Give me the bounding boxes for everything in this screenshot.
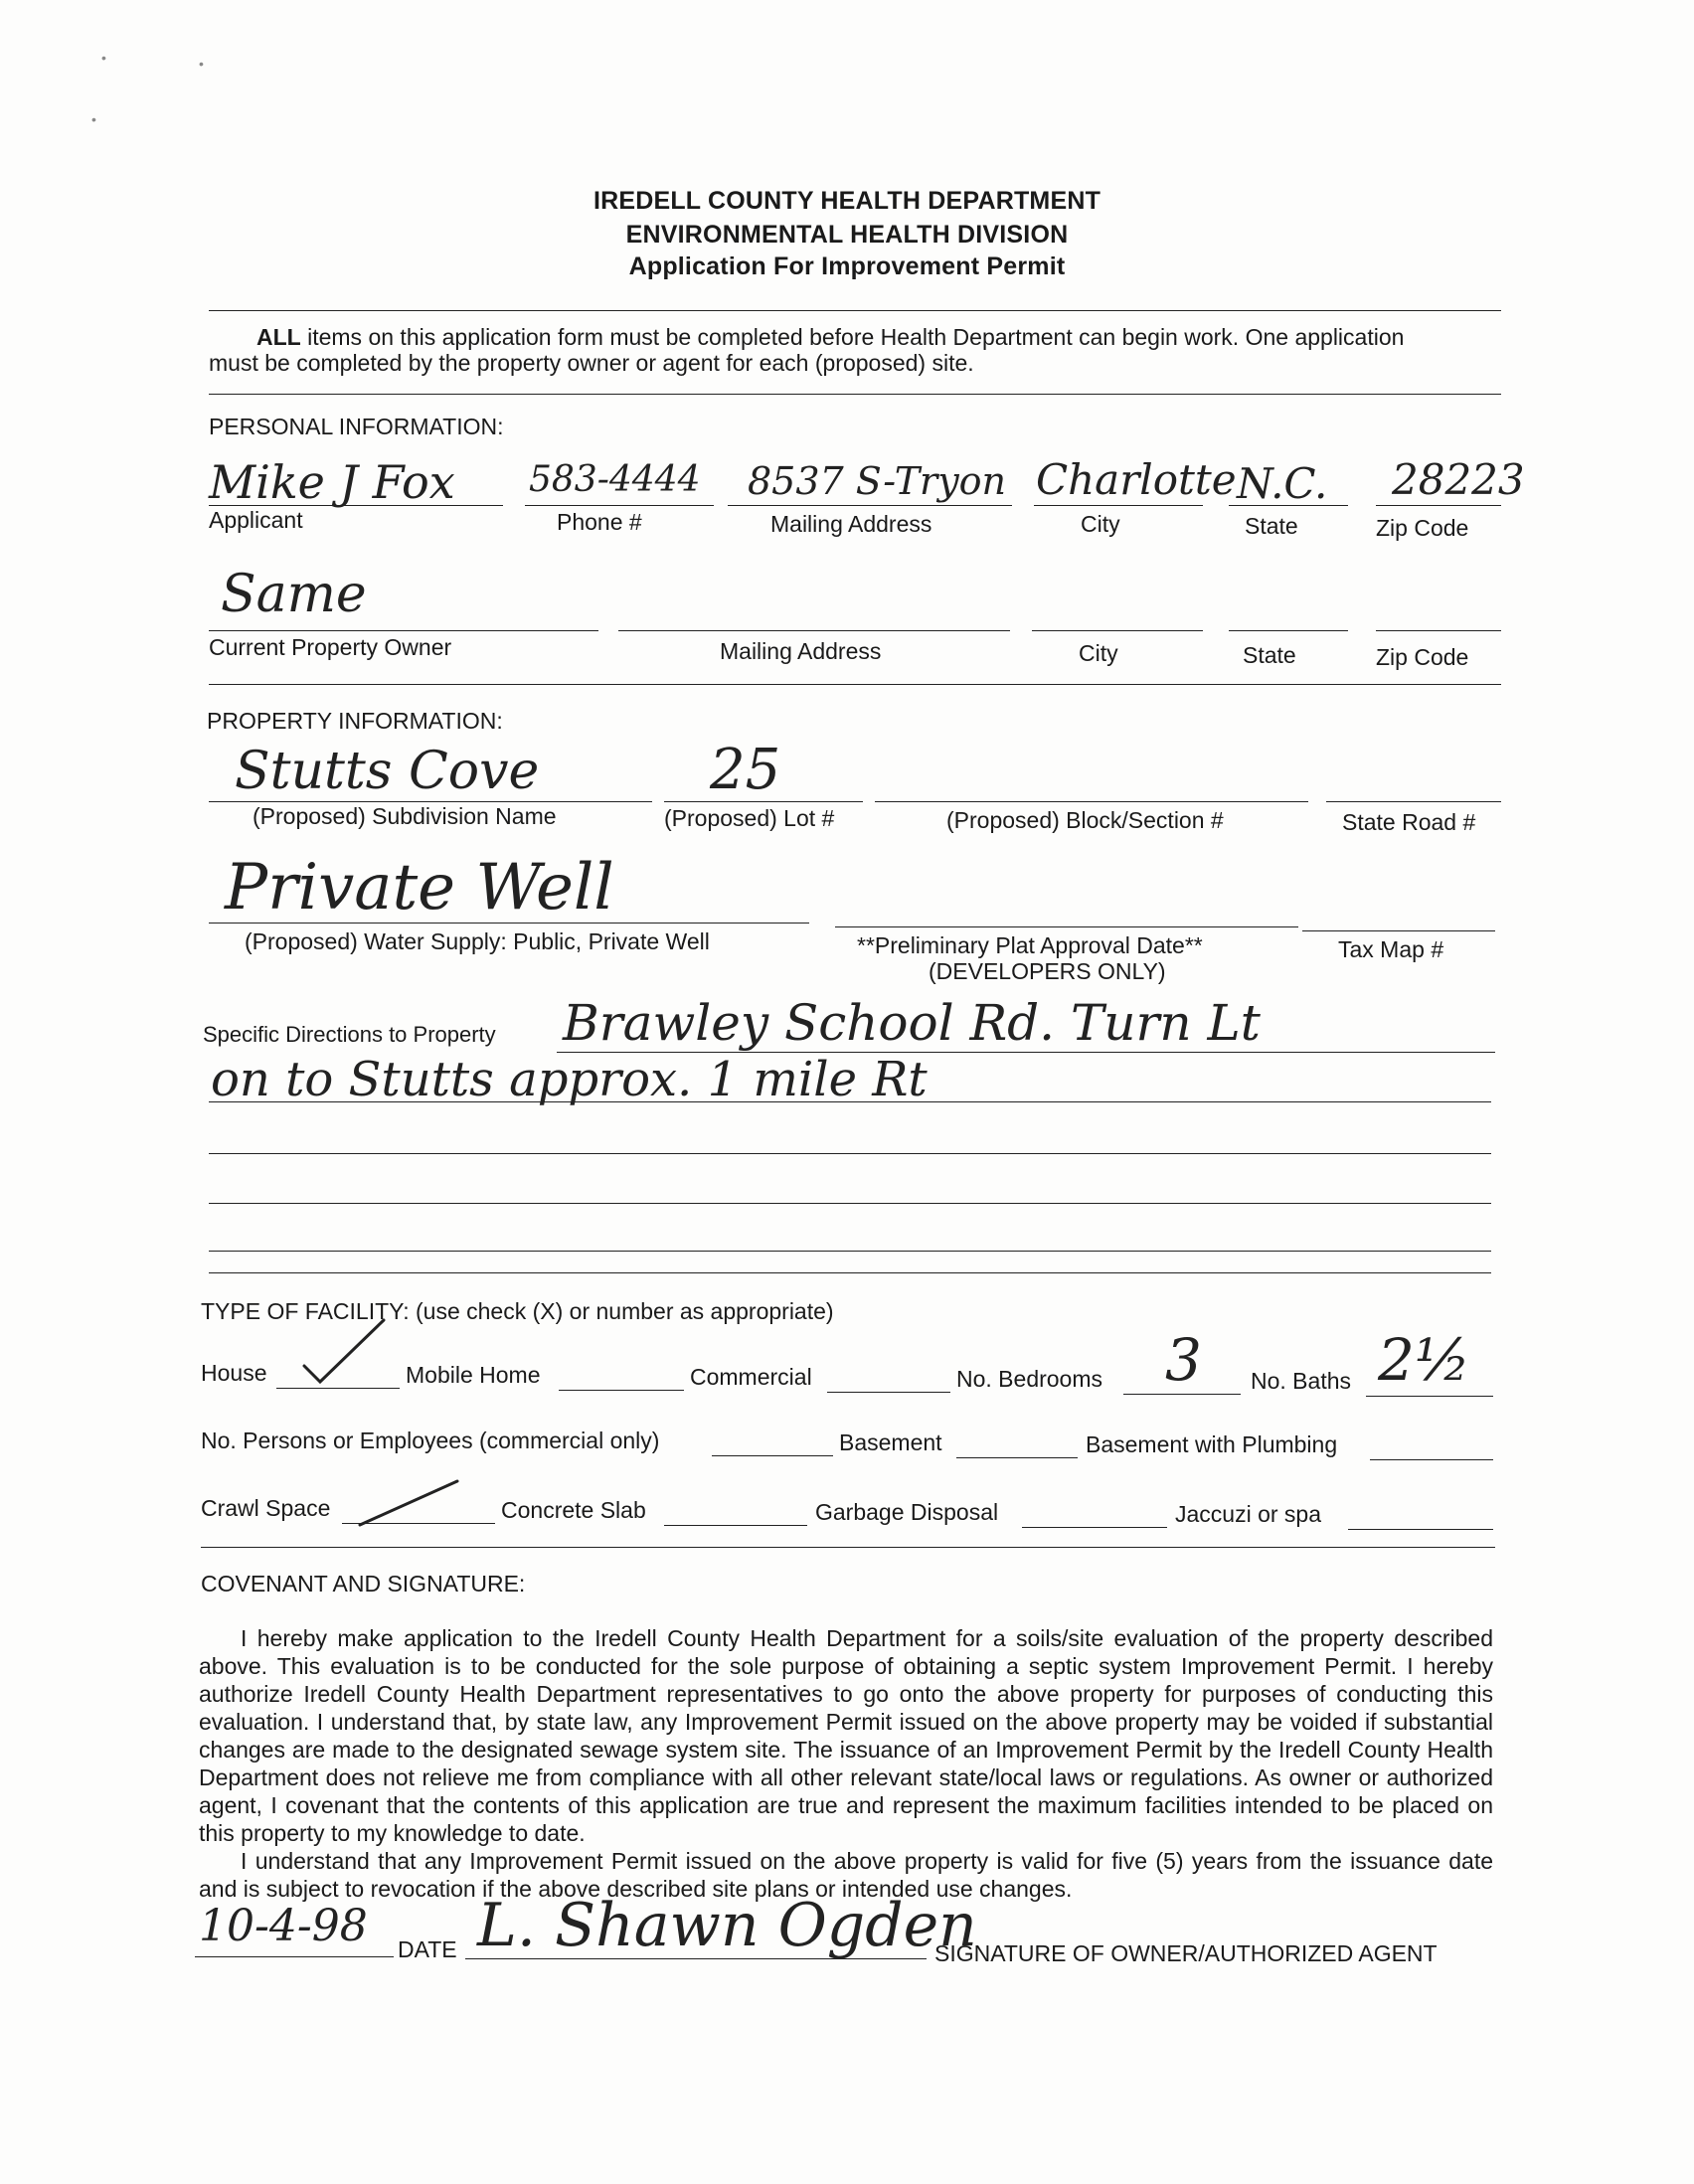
date-label: DATE — [398, 1936, 457, 1962]
persons-underline — [712, 1455, 833, 1456]
water-label: (Proposed) Water Supply: Public, Private Well — [245, 928, 710, 954]
city-value: Charlotte — [1036, 455, 1237, 504]
scan-speck: • — [199, 56, 204, 72]
owner-zip-underline — [1376, 630, 1501, 631]
intro-line-2: must be completed by the property owner or agent for each (proposed) site. — [209, 350, 974, 376]
rule — [209, 684, 1501, 685]
bedrooms-label: No. Bedrooms — [956, 1366, 1103, 1392]
date-underline — [195, 1956, 394, 1957]
mobile-home-label: Mobile Home — [406, 1362, 541, 1388]
slab-underline — [664, 1525, 807, 1526]
bedrooms-underline — [1123, 1394, 1241, 1395]
applicant-label: Applicant — [209, 507, 303, 533]
owner-label: Current Property Owner — [209, 634, 452, 660]
state-label: State — [1245, 513, 1298, 539]
owner-mailing-label: Mailing Address — [720, 638, 882, 664]
owner-city-label: City — [1079, 640, 1118, 666]
facility-heading: TYPE OF FACILITY: (use check (X) or number as appropriate) — [201, 1298, 834, 1324]
baths-value: 2½ — [1378, 1326, 1471, 1394]
date-value: 10-4-98 — [199, 1901, 368, 1951]
mailing-value: 8537 S-Tryon — [748, 459, 1007, 503]
subdivision-underline — [209, 801, 652, 802]
subdivision-value: Stutts Cove — [235, 742, 540, 801]
zip-label: Zip Code — [1376, 515, 1469, 541]
house-check-mark — [298, 1316, 388, 1388]
covenant-heading: COVENANT AND SIGNATURE: — [201, 1571, 526, 1596]
persons-label: No. Persons or Employees (commercial only) — [201, 1428, 660, 1453]
water-value: Private Well — [225, 851, 614, 924]
owner-mailing-underline — [618, 630, 1010, 631]
lot-value: 25 — [710, 738, 781, 802]
directions-label: Specific Directions to Property — [203, 1022, 496, 1047]
block-underline — [875, 801, 1308, 802]
division-title: ENVIRONMENTAL HEALTH DIVISION — [625, 221, 1069, 249]
rule — [209, 394, 1501, 395]
owner-state-label: State — [1243, 642, 1296, 668]
baths-label: No. Baths — [1251, 1368, 1351, 1394]
garbage-label: Garbage Disposal — [815, 1499, 999, 1525]
zip-value: 28223 — [1392, 455, 1525, 504]
jacuzzi-underline — [1348, 1529, 1493, 1530]
phone-label: Phone # — [557, 509, 642, 535]
plat-underline — [835, 926, 1298, 927]
garbage-underline — [1022, 1527, 1167, 1528]
jacuzzi-label: Jaccuzi or spa — [1175, 1501, 1322, 1527]
personal-heading: PERSONAL INFORMATION: — [209, 414, 504, 439]
signature-label: SIGNATURE OF OWNER/AUTHORIZED AGENT — [934, 1940, 1438, 1966]
basement-underline — [956, 1457, 1078, 1458]
city-label: City — [1081, 511, 1120, 537]
city-underline — [1034, 505, 1203, 506]
lot-underline — [664, 801, 863, 802]
mailing-underline — [728, 505, 1012, 506]
slab-label: Concrete Slab — [501, 1497, 646, 1523]
owner-value: Same — [221, 565, 367, 624]
lot-label: (Proposed) Lot # — [664, 805, 835, 831]
basement-plumbing-label: Basement with Plumbing — [1086, 1431, 1338, 1457]
owner-underline — [209, 630, 598, 631]
applicant-underline — [209, 505, 503, 506]
scan-speck: • — [91, 111, 96, 127]
basement-label: Basement — [839, 1429, 942, 1455]
basement-plumbing-underline — [1370, 1459, 1493, 1460]
state-underline — [1229, 505, 1348, 506]
road-underline — [1326, 801, 1501, 802]
covenant-paragraph-1: I hereby make application to the Iredell County Health Department for a soils/site evaluation of the property described above. This evaluation is to be conducted for the sole purpose of obtaining a septic system Improvement Permit. I hereby authorize Iredell County Health Department representatives to go onto the above property for purposes of conducting this evaluation. I understand that, by state law, any Improvement Permit issued on the above property may be voided if substantial changes are made to the designated sewage system site. The issuance of an Improvement Permit by the Iredell County Health Department does not relieve me from compliance with all other relevant state/local laws or regulations. As owner or authorized agent, I covenant that the contents of this application are true and represent the maximum facilities intended to be placed on this property to my knowledge to date. — [199, 1625, 1493, 1846]
crawl-space-label: Crawl Space — [201, 1495, 331, 1521]
zip-underline — [1376, 505, 1501, 506]
directions-value-line-2: on to Stutts approx. 1 mile Rt — [211, 1052, 928, 1107]
form-title: Application For Improvement Permit — [628, 252, 1066, 280]
owner-state-underline — [1229, 630, 1348, 631]
directions-underline-2 — [209, 1101, 1491, 1102]
taxmap-underline — [1302, 930, 1495, 931]
owner-city-underline — [1032, 630, 1203, 631]
plat-label: **Preliminary Plat Approval Date** — [857, 932, 1203, 958]
covenant-paragraph-2: I understand that any Improvement Permit issued on the above property is valid for five (5) years from the issuance date and is subject to revocation if the above described site plans or intended use changes. — [199, 1848, 1493, 1902]
mobile-home-underline — [559, 1390, 684, 1391]
directions-underline-5 — [209, 1251, 1491, 1252]
scan-speck: • — [101, 50, 106, 66]
department-title: IREDELL COUNTY HEALTH DEPARTMENT — [593, 187, 1101, 215]
commercial-underline — [827, 1392, 950, 1393]
directions-underline-3 — [209, 1153, 1491, 1154]
crawl-space-check-mark — [354, 1475, 463, 1531]
subdivision-label: (Proposed) Subdivision Name — [253, 803, 557, 829]
phone-value: 583-4444 — [529, 459, 701, 500]
rule — [209, 310, 1501, 311]
directions-value-line-1: Brawley School Rd. Turn Lt — [563, 994, 1261, 1052]
house-label: House — [201, 1360, 267, 1386]
intro-line-1: ALL items on this application form must be completed before Health Department can begin work. One application — [256, 324, 1405, 350]
baths-underline — [1366, 1396, 1493, 1397]
owner-signature: L. Shawn Ogden — [477, 1891, 977, 1960]
taxmap-label: Tax Map # — [1338, 936, 1444, 962]
mailing-label: Mailing Address — [770, 511, 932, 537]
plat-sublabel: (DEVELOPERS ONLY) — [929, 958, 1166, 984]
bedrooms-value: 3 — [1165, 1326, 1202, 1394]
covenant-text — [199, 1624, 1493, 1903]
commercial-label: Commercial — [690, 1364, 812, 1390]
property-heading: PROPERTY INFORMATION: — [207, 708, 503, 734]
phone-underline — [525, 505, 714, 506]
directions-underline-4 — [209, 1203, 1491, 1204]
house-underline — [276, 1388, 400, 1389]
state-value: N.C. — [1237, 459, 1328, 508]
road-label: State Road # — [1342, 809, 1476, 835]
rule — [201, 1547, 1495, 1548]
applicant-value: Mike J Fox — [209, 455, 455, 509]
signature-underline — [465, 1958, 927, 1959]
block-label: (Proposed) Block/Section # — [946, 807, 1224, 833]
water-underline — [209, 923, 809, 924]
owner-zip-label: Zip Code — [1376, 644, 1469, 670]
rule — [209, 1272, 1491, 1273]
